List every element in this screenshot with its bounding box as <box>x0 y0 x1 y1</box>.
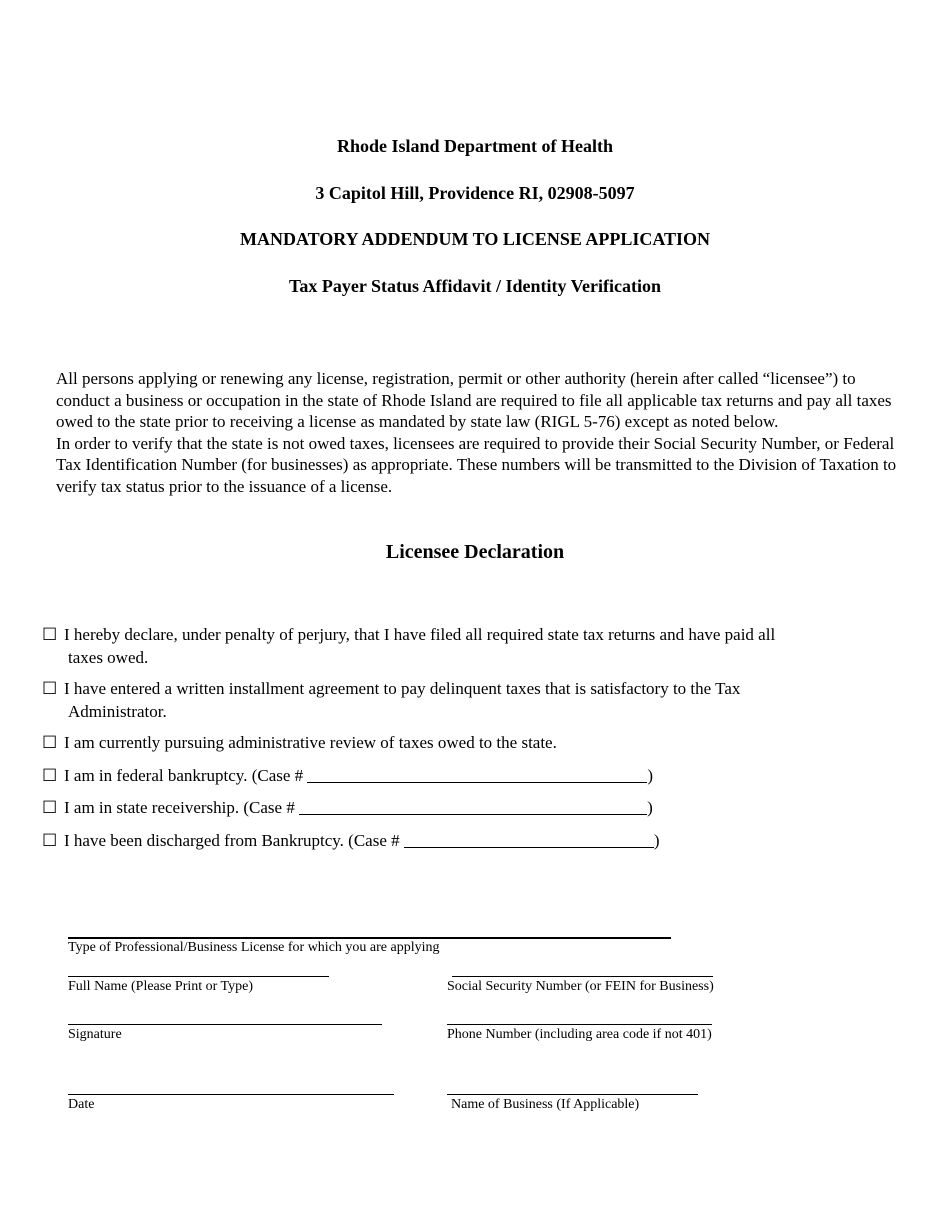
full-name-field[interactable] <box>68 976 329 977</box>
state-case-number-field[interactable] <box>299 797 647 815</box>
full-name-label: Full Name (Please Print or Type) <box>68 979 254 994</box>
license-type-field[interactable] <box>68 937 671 939</box>
declaration-item-federal-bankruptcy[interactable]: ☐ I am in federal bankruptcy. (Case # ) <box>42 766 654 785</box>
ssn-field[interactable] <box>452 976 713 977</box>
department-name: Rhode Island Department of Health <box>336 136 613 156</box>
discharged-case-number-field[interactable] <box>404 830 654 848</box>
signature-field[interactable] <box>68 1024 382 1025</box>
phone-label: Phone Number (including area code if not 401) <box>447 1027 712 1042</box>
form-subtitle: Tax Payer Status Affidavit / Identity Verification <box>288 276 661 296</box>
ssn-label: Social Security Number (or FEIN for Business) <box>447 979 714 994</box>
declaration-item-discharged[interactable]: ☐ I have been discharged from Bankruptcy. (Case # ) <box>42 831 660 850</box>
checkbox-icon[interactable]: ☐ <box>42 679 58 698</box>
declaration-item-filed[interactable]: ☐ I hereby declare, under penalty of perjury, that I have filed all required state tax returns and have paid all taxes owed. <box>42 625 776 667</box>
department-address: 3 Capitol Hill, Providence RI, 02908-5097 <box>315 183 635 203</box>
federal-case-number-field[interactable] <box>307 765 647 783</box>
date-field[interactable] <box>68 1094 394 1095</box>
declaration-title: Licensee Declaration <box>385 541 565 563</box>
declaration-item-installment[interactable]: ☐ I have entered a written installment agreement to pay delinquent taxes that is satisfactory to the Tax Administrator. <box>42 679 741 721</box>
checkbox-icon[interactable]: ☐ <box>42 733 58 752</box>
declaration-item-state-receivership[interactable]: ☐ I am in state receivership. (Case # ) <box>42 798 653 817</box>
intro-paragraph-2: In order to verify that the state is not owed taxes, licensees are required to provide their Social Security Number, or Federal Tax Identification Number (for businesses) as appropriate. These numbers will be transmitted to the Division of Taxation to verify tax status prior to the issuance of a license. <box>56 433 897 496</box>
declaration-item-review[interactable]: ☐ I am currently pursuing administrative review of taxes owed to the state. <box>42 733 557 752</box>
intro-paragraph-1: All persons applying or renewing any license, registration, permit or other authority (herein after called “licensee”) to conduct a business or occupation in the state of Rhode Island are required to file all applicable tax returns and pay all taxes owed to the state prior to receiving a license as mandated by state law (RIGL 5-76) except as noted below. <box>56 369 892 431</box>
checkbox-icon[interactable]: ☐ <box>42 625 58 644</box>
phone-field[interactable] <box>447 1024 712 1025</box>
business-name-label: Name of Business (If Applicable) <box>451 1097 640 1112</box>
intro-text <box>56 368 906 497</box>
checkbox-icon[interactable]: ☐ <box>42 798 58 817</box>
form-title: MANDATORY ADDENDUM TO LICENSE APPLICATION <box>239 229 711 249</box>
signature-label: Signature <box>68 1027 122 1042</box>
date-label: Date <box>68 1097 95 1112</box>
license-type-label: Type of Professional/Business License for which you are applying <box>68 940 440 955</box>
checkbox-icon[interactable]: ☐ <box>42 831 58 850</box>
business-name-field[interactable] <box>447 1094 698 1095</box>
checkbox-icon[interactable]: ☐ <box>42 766 58 785</box>
